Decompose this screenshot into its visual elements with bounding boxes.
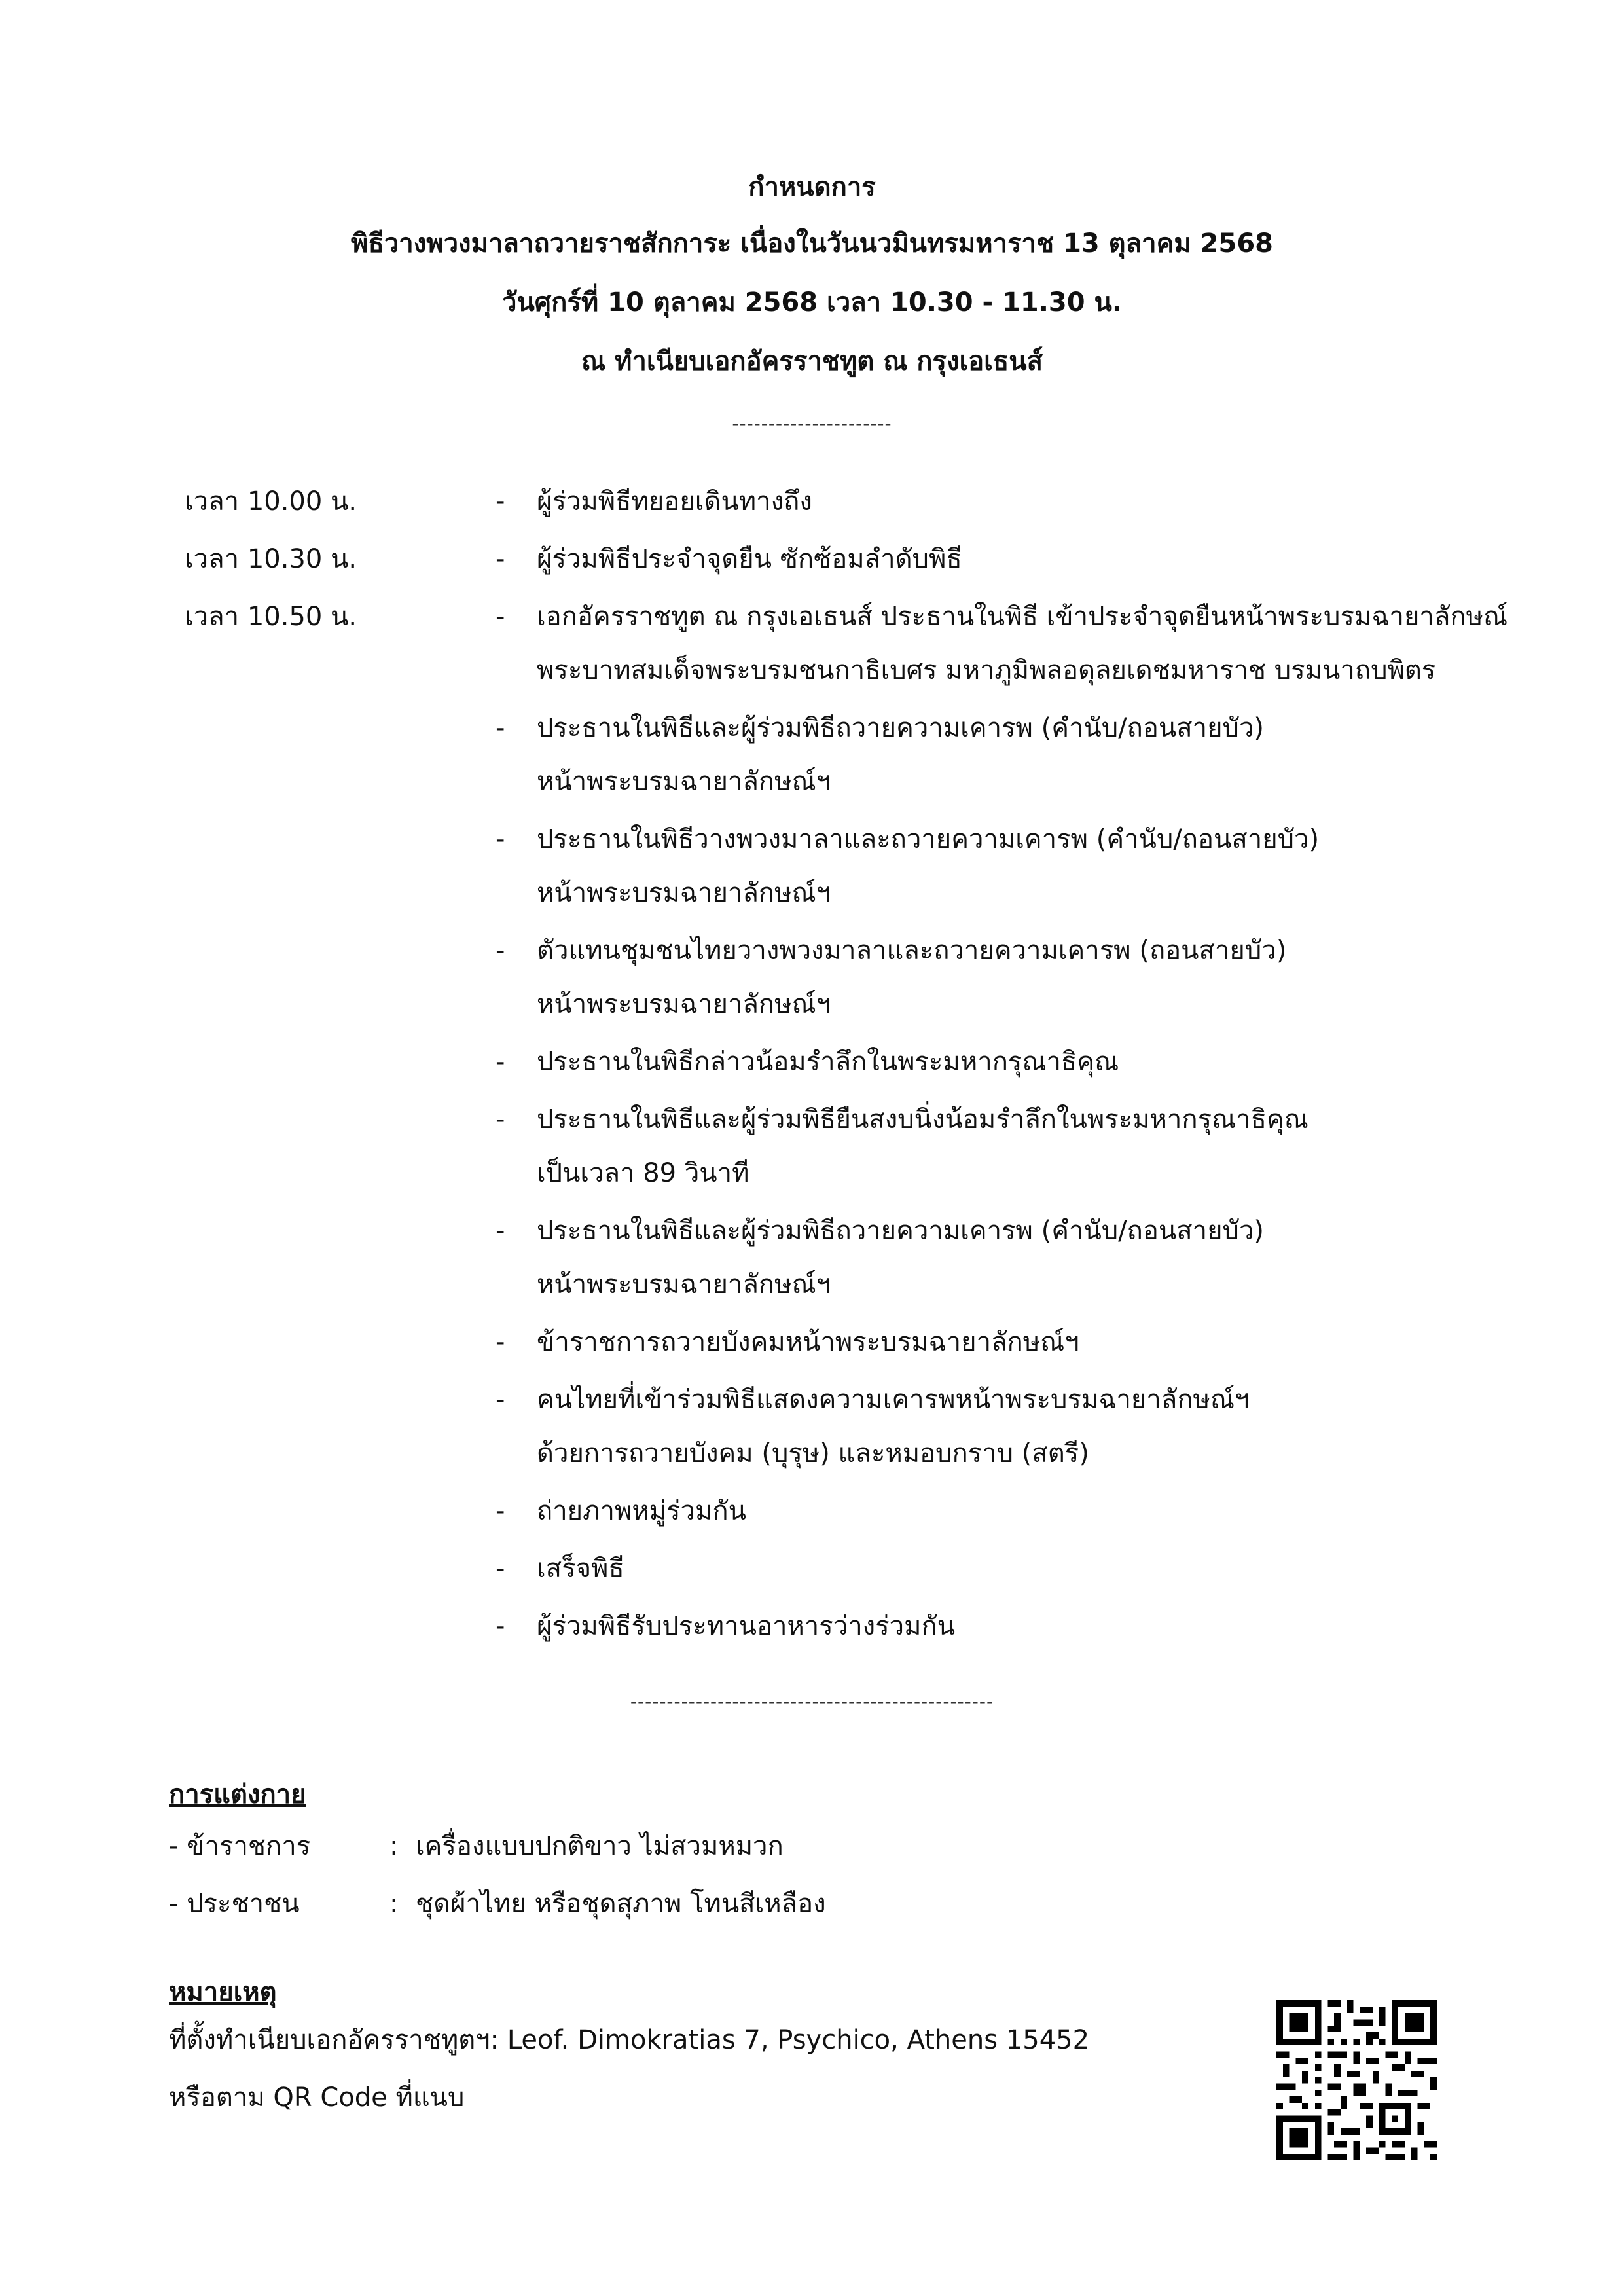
dress-value: ชุดผ้าไทย หรือชุดสุภาพ โทนสีเหลือง [416, 1889, 826, 1919]
dress-heading: การแต่งกาย [169, 1779, 306, 1810]
schedule-activity-cont: ด้วยการถวายบังคม (บุรุษ) และหมอบกราบ (สตรี) [537, 1438, 1089, 1468]
schedule-time: เวลา 10.00 น. [185, 486, 357, 517]
schedule-activity: เสร็จพิธี [537, 1554, 624, 1584]
schedule-activity: เอกอัครราชทูต ณ กรุงเอเธนส์ ประธานในพิธี เข้าประจำจุดยืนหน้าพระบรมฉายาลักษณ์ [537, 602, 1508, 632]
schedule-dash: - [496, 486, 505, 517]
note-heading: หมายเหตุ [169, 1977, 277, 2007]
schedule-activity: ตัวแทนชุมชนไทยวางพวงมาลาและถวายความเคารพ (ถอนสายบัว) [537, 936, 1287, 966]
schedule-dash: - [496, 1047, 505, 1077]
schedule-dash: - [496, 1216, 505, 1246]
schedule-activity: ประธานในพิธีและผู้ร่วมพิธีถวายความเคารพ (คำนับ/ถอนสายบัว) [537, 1216, 1265, 1246]
schedule-dash: - [496, 544, 505, 574]
schedule-divider: -------------------------------------------------- [630, 1690, 994, 1712]
schedule-dash: - [496, 1327, 505, 1357]
schedule-activity: ผู้ร่วมพิธีรับประทานอาหารว่างร่วมกัน [537, 1611, 956, 1641]
header-date-time: วันศุกร์ที่ 10 ตุลาคม 2568 เวลา 10.30 - 11.30 น. [501, 287, 1123, 318]
schedule-activity: ประธานในพิธีและผู้ร่วมพิธีถวายความเคารพ (คำนับ/ถอนสายบัว) [537, 713, 1265, 743]
schedule-activity-cont: เป็นเวลา 89 วินาที [537, 1158, 749, 1188]
schedule-dash: - [496, 1496, 505, 1526]
schedule-dash: - [496, 1385, 505, 1415]
schedule-dash: - [496, 602, 505, 632]
schedule-dash: - [496, 824, 505, 854]
dress-label: - ประชาชน [169, 1889, 300, 1919]
schedule-activity-cont: หน้าพระบรมฉายาลักษณ์ฯ [537, 878, 831, 908]
dress-colon: : [389, 1889, 399, 1919]
schedule-activity-cont: หน้าพระบรมฉายาลักษณ์ฯ [537, 767, 831, 797]
schedule-dash: - [496, 1554, 505, 1584]
note-qr-hint: หรือตาม QR Code ที่แนบ [169, 2083, 465, 2113]
schedule-dash: - [496, 1611, 505, 1641]
schedule-activity: ผู้ร่วมพิธีประจำจุดยืน ซักซ้อมลำดับพิธี [537, 544, 962, 574]
schedule-activity: ประธานในพิธีและผู้ร่วมพิธียืนสงบนิ่งน้อมรำลึกในพระมหากรุณาธิคุณ [537, 1104, 1308, 1135]
schedule-activity: ผู้ร่วมพิธีทยอยเดินทางถึง [537, 486, 812, 517]
schedule-activity: ข้าราชการถวายบังคมหน้าพระบรมฉายาลักษณ์ฯ [537, 1327, 1079, 1357]
schedule-activity: ประธานในพิธีวางพวงมาลาและถวายความเคารพ (คำนับ/ถอนสายบัว) [537, 824, 1320, 854]
header-event: พิธีวางพวงมาลาถวายราชสักการะ เนื่องในวันนวมินทรมหาราช 13 ตุลาคม 2568 [350, 228, 1274, 259]
dress-label: - ข้าราชการ [169, 1831, 311, 1861]
header-divider: ---------------------- [732, 412, 892, 434]
schedule-activity: คนไทยที่เข้าร่วมพิธีแสดงความเคารพหน้าพระบรมฉายาลักษณ์ฯ [537, 1385, 1250, 1415]
header-title: กำหนดการ [748, 172, 876, 202]
schedule-time: เวลา 10.50 น. [185, 602, 357, 632]
qr-code[interactable] [1276, 2000, 1437, 2160]
dress-colon: : [389, 1831, 399, 1861]
schedule-time: เวลา 10.30 น. [185, 544, 357, 574]
header-venue: ณ ทำเนียบเอกอัครราชทูต ณ กรุงเอเธนส์ [581, 346, 1043, 376]
schedule-dash: - [496, 936, 505, 966]
schedule-activity-cont: หน้าพระบรมฉายาลักษณ์ฯ [537, 1269, 831, 1300]
schedule-activity: ประธานในพิธีกล่าวน้อมรำลึกในพระมหากรุณาธิคุณ [537, 1047, 1119, 1077]
schedule-dash: - [496, 713, 505, 743]
schedule-activity-cont: หน้าพระบรมฉายาลักษณ์ฯ [537, 989, 831, 1019]
schedule-activity-cont: พระบาทสมเด็จพระบรมชนกาธิเบศร มหาภูมิพลอดุลยเดชมหาราช บรมนาถบพิตร [537, 655, 1436, 685]
note-address: ที่ตั้งทำเนียบเอกอัครราชทูตฯ: Leof. Dimokratias 7, Psychico, Athens 15452 [169, 2025, 1090, 2055]
dress-value: เครื่องแบบปกติขาว ไม่สวมหมวก [416, 1831, 784, 1861]
schedule-activity: ถ่ายภาพหมู่ร่วมกัน [537, 1496, 746, 1526]
schedule-dash: - [496, 1104, 505, 1135]
